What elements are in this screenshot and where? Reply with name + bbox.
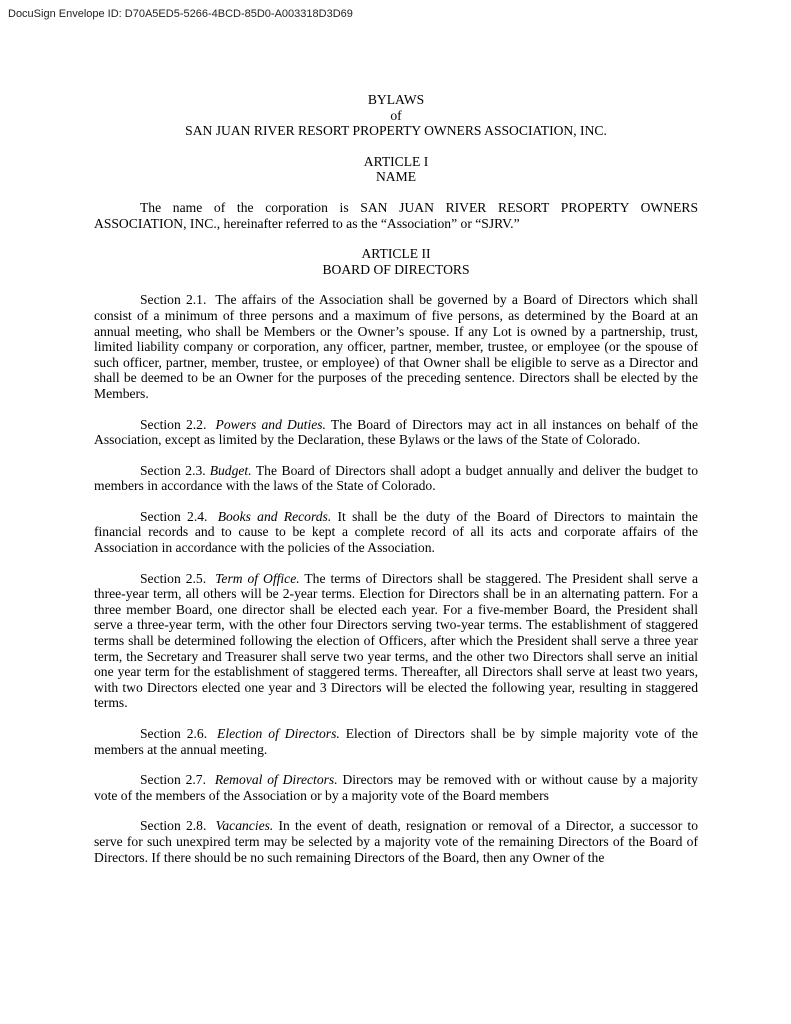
section-number: Section 2.1. [140,292,207,308]
title-of: of [390,107,402,123]
section-text: The terms of Directors shall be staggered. The President shall serve a three-year term, all others will be 2-year terms. Election for Directors shall be in an alternating pattern. For a three member Board, one director shall be elected each year. For a five-member Board, the President shall serve a three-year term, with the other four Directors serving two-year terms. The establishment of staggered terms shall be determined following the election of Officers, after which the President shall serve a three year term, the Secretary and Treasurer shall serve two year terms, and the other two Directors shall serve an initial one year term for the establishment of staggered terms. Thereafter, all Directors shall serve at least two years, with two Directors elected one year and 3 Directors will be elected the following year, resulting in staggered terms. [94,570,698,711]
section-text: Election of Directors shall be by simple majority vote of the members at the annual meeting. [94,726,698,757]
section-number: Section 2.5. [140,570,207,586]
section-2-7 [94,772,698,803]
document-page [94,92,698,880]
article-1-text: The name of the corporation is SAN JUAN RIVER RESORT PROPERTY OWNERS ASSOCIATION, INC., hereinafter referred to as the “Association” or “SJRV.” [94,199,698,231]
document-title [94,92,698,139]
section-heading: Term of Office. [215,570,300,586]
section-number: Section 2.2. [140,416,207,432]
section-number: Section 2.4. [140,508,208,524]
docusign-envelope-id: DocuSign Envelope ID: D70A5ED5-5266-4BCD-85D0-A003318D3D69 [8,8,353,20]
section-2-6 [94,726,698,757]
section-2-1 [94,292,698,401]
section-2-4 [94,509,698,556]
section-2-8 [94,818,698,865]
section-text: The Board of Directors shall adopt a budget annually and deliver the budget to members in accordance with the laws of the State of Colorado. [94,462,698,494]
section-2-2 [94,417,698,448]
article-2-number: ARTICLE II [361,246,431,262]
section-heading: Budget. [209,462,252,478]
section-number: Section 2.6. [140,726,208,741]
article-2-name: BOARD OF DIRECTORS [322,261,470,277]
section-heading: Election of Directors. [217,726,340,741]
article-1-number: ARTICLE I [363,153,429,169]
section-heading: Books and Records. [217,508,332,524]
section-text: It shall be the duty of the Board of Directors to maintain the financial records and to cause to be kept a complete record of all its acts and corporate affairs of the Association in accordance with the policies of the Association. [94,508,698,556]
section-heading: Vacancies. [215,818,274,834]
section-number: Section 2.3. [140,462,206,478]
section-text: In the event of death, resignation or removal of a Director, a successor to serve for such unexpired term may be selected by a majority vote of the remaining Directors of the Board of Directors. If there should be no such remaining Directors of the Board, then any Owner of the [94,818,698,865]
title-bylaws: BYLAWS [367,92,425,107]
section-text: The affairs of the Association shall be governed by a Board of Directors which shall consist of a minimum of three persons and a maximum of five persons, as determined by the Board at an annual meeting, who shall be Members or the Owner’s spouse. If any Lot is owned by a partnership, trust, limited liability company or corporation, any officer, partner, member, trustee, or employee (or the spouse of such officer, partner, member, trustee, or employee) of that Owner shall be eligible to serve as a Director and shall be deemed to be an Owner for the purposes of the preceding sentence. Directors shall be elected by the Members. [94,292,698,401]
section-2-5 [94,571,698,711]
section-heading: Removal of Directors. [214,772,338,788]
section-number: Section 2.8. [140,818,207,834]
section-heading: Powers and Duties. [215,416,326,432]
section-2-3 [94,463,698,494]
article-1-heading [94,154,698,185]
article-1-name: NAME [375,169,417,185]
section-number: Section 2.7. [140,772,206,788]
article-2-heading [94,246,698,277]
section-text: Directors may be removed with or without cause by a majority vote of the members of the Association or by a majority vote of the Board members [94,772,698,803]
title-association-name: SAN JUAN RIVER RESORT PROPERTY OWNERS ASSOCIATION, INC. [185,123,607,139]
section-text: The Board of Directors may act in all instances on behalf of the Association, except as limited by the Declaration, these Bylaws or the laws of the State of Colorado. [94,416,698,448]
